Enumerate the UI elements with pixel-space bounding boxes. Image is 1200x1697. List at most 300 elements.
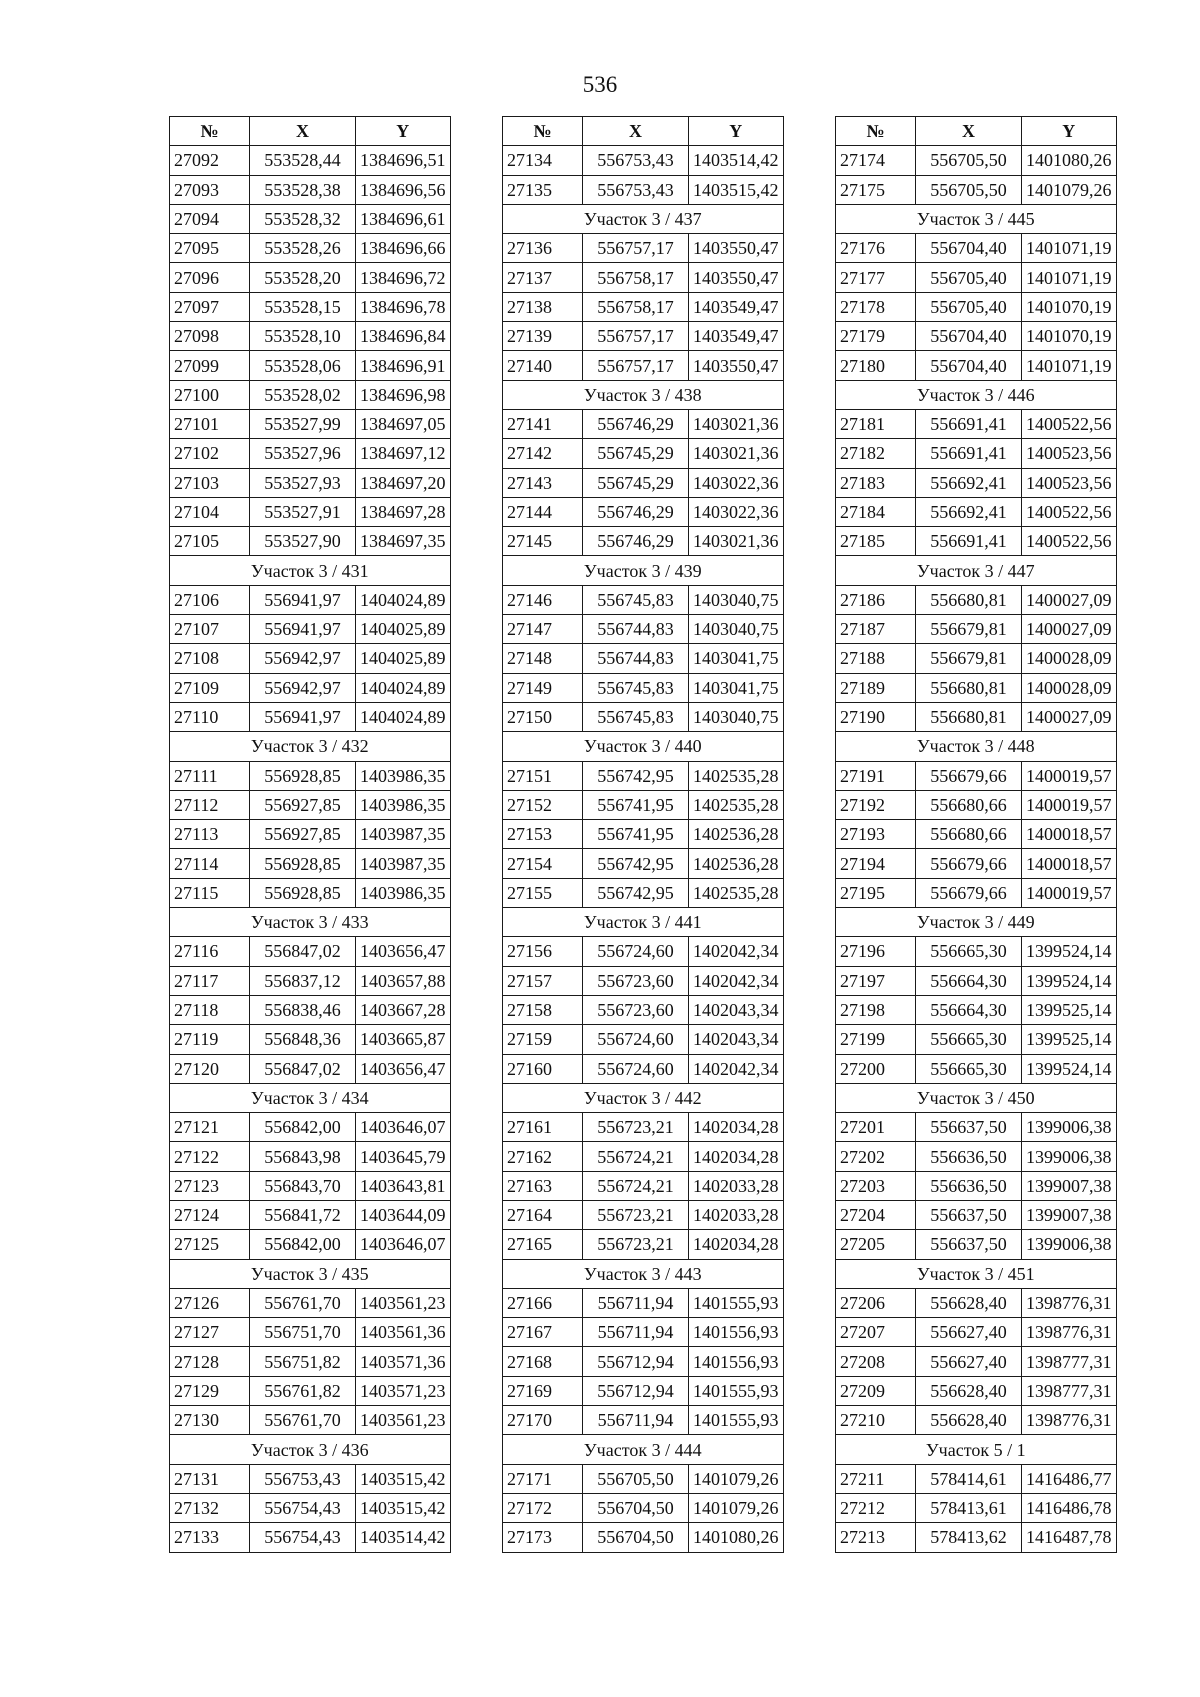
y-coordinate-cell: 1398776,31: [1022, 1318, 1117, 1347]
point-number-cell: 27136: [503, 234, 583, 263]
y-coordinate-cell: 1403987,35: [356, 820, 451, 849]
x-coordinate-cell: 556691,41: [916, 527, 1022, 556]
x-coordinate-cell: 556745,83: [583, 702, 689, 731]
x-coordinate-cell: 556741,95: [583, 790, 689, 819]
y-coordinate-cell: 1416486,77: [1022, 1464, 1117, 1493]
table-row: [836, 322, 1117, 351]
point-number-cell: 27144: [503, 497, 583, 526]
y-coordinate-cell: 1384696,56: [356, 175, 451, 204]
point-number-cell: 27200: [836, 1054, 916, 1083]
y-coordinate-cell: 1400027,09: [1022, 615, 1117, 644]
point-number-cell: 27127: [170, 1318, 250, 1347]
point-number-cell: 27151: [503, 761, 583, 790]
x-coordinate-cell: 556761,82: [250, 1376, 356, 1405]
y-coordinate-cell: 1398777,31: [1022, 1347, 1117, 1376]
x-coordinate-cell: 556751,70: [250, 1318, 356, 1347]
y-coordinate-cell: 1399006,38: [1022, 1230, 1117, 1259]
x-coordinate-cell: 556691,41: [916, 409, 1022, 438]
y-coordinate-cell: 1403561,36: [356, 1318, 451, 1347]
table-row: [836, 1200, 1117, 1229]
table-row: [170, 380, 451, 409]
x-coordinate-cell: 556758,17: [583, 292, 689, 321]
x-coordinate-cell: 556941,97: [250, 615, 356, 644]
section-title: Участок 3 / 440: [503, 732, 784, 761]
y-coordinate-cell: 1403571,36: [356, 1347, 451, 1376]
x-coordinate-cell: 556680,66: [916, 790, 1022, 819]
table-row: [836, 644, 1117, 673]
table-row: [503, 1493, 784, 1522]
y-coordinate-cell: 1403549,47: [689, 322, 784, 351]
table-row: [836, 1376, 1117, 1405]
point-number-cell: 27210: [836, 1406, 916, 1435]
section-header-row: [170, 1435, 451, 1464]
table-row: [170, 1523, 451, 1552]
x-coordinate-cell: 556636,50: [916, 1142, 1022, 1171]
x-coordinate-cell: 556928,85: [250, 761, 356, 790]
x-coordinate-cell: 556723,60: [583, 966, 689, 995]
y-coordinate-cell: 1384696,91: [356, 351, 451, 380]
y-coordinate-cell: 1402535,28: [689, 878, 784, 907]
point-number-cell: 27184: [836, 497, 916, 526]
x-coordinate-cell: 556842,00: [250, 1230, 356, 1259]
x-coordinate-cell: 556742,95: [583, 849, 689, 878]
y-coordinate-cell: 1384696,61: [356, 204, 451, 233]
x-coordinate-cell: 556704,50: [583, 1493, 689, 1522]
table-row: [170, 204, 451, 233]
table-row: [170, 673, 451, 702]
x-coordinate-cell: 556692,41: [916, 497, 1022, 526]
y-coordinate-cell: 1400027,09: [1022, 702, 1117, 731]
table-row: [836, 1230, 1117, 1259]
table-row: [503, 146, 784, 175]
x-coordinate-cell: 553528,32: [250, 204, 356, 233]
y-coordinate-cell: 1399007,38: [1022, 1200, 1117, 1229]
table-row: [836, 1347, 1117, 1376]
table-header-row: [836, 117, 1117, 146]
y-coordinate-cell: 1403571,23: [356, 1376, 451, 1405]
header-number: №: [170, 117, 250, 146]
table-row: [503, 263, 784, 292]
section-title: Участок 3 / 443: [503, 1259, 784, 1288]
section-title: Участок 3 / 439: [503, 556, 784, 585]
section-header-row: [503, 732, 784, 761]
point-number-cell: 27188: [836, 644, 916, 673]
x-coordinate-cell: 553527,93: [250, 468, 356, 497]
x-coordinate-cell: 556679,66: [916, 761, 1022, 790]
x-coordinate-cell: 556692,41: [916, 468, 1022, 497]
point-number-cell: 27141: [503, 409, 583, 438]
x-coordinate-cell: 556941,97: [250, 702, 356, 731]
table-row: [503, 439, 784, 468]
table-row: [836, 146, 1117, 175]
x-coordinate-cell: 556928,85: [250, 878, 356, 907]
section-header-row: [836, 1083, 1117, 1112]
point-number-cell: 27201: [836, 1113, 916, 1142]
point-number-cell: 27117: [170, 966, 250, 995]
y-coordinate-cell: 1403040,75: [689, 702, 784, 731]
point-number-cell: 27129: [170, 1376, 250, 1405]
table-row: [836, 527, 1117, 556]
table-row: [503, 1464, 784, 1493]
x-coordinate-cell: 556848,36: [250, 1025, 356, 1054]
table-row: [836, 673, 1117, 702]
section-header-row: [170, 556, 451, 585]
point-number-cell: 27137: [503, 263, 583, 292]
section-title: Участок 3 / 432: [170, 732, 451, 761]
point-number-cell: 27177: [836, 263, 916, 292]
table-row: [836, 263, 1117, 292]
y-coordinate-cell: 1400019,57: [1022, 761, 1117, 790]
y-coordinate-cell: 1403515,42: [356, 1464, 451, 1493]
y-coordinate-cell: 1401555,93: [689, 1406, 784, 1435]
y-coordinate-cell: 1402042,34: [689, 966, 784, 995]
x-coordinate-cell: 578414,61: [916, 1464, 1022, 1493]
y-coordinate-cell: 1401070,19: [1022, 322, 1117, 351]
y-coordinate-cell: 1400019,57: [1022, 878, 1117, 907]
table-row: [170, 644, 451, 673]
x-coordinate-cell: 556680,81: [916, 702, 1022, 731]
table-row: [836, 702, 1117, 731]
point-number-cell: 27126: [170, 1288, 250, 1317]
point-number-cell: 27168: [503, 1347, 583, 1376]
table-row: [836, 292, 1117, 321]
table-row: [170, 1025, 451, 1054]
section-title: Участок 3 / 449: [836, 908, 1117, 937]
point-number-cell: 27103: [170, 468, 250, 497]
x-coordinate-cell: 556837,12: [250, 966, 356, 995]
point-number-cell: 27186: [836, 585, 916, 614]
point-number-cell: 27212: [836, 1493, 916, 1522]
point-number-cell: 27164: [503, 1200, 583, 1229]
point-number-cell: 27153: [503, 820, 583, 849]
x-coordinate-cell: 556723,21: [583, 1230, 689, 1259]
table-row: [503, 1376, 784, 1405]
x-coordinate-cell: 556744,83: [583, 644, 689, 673]
table-row: [836, 1113, 1117, 1142]
x-coordinate-cell: 556704,40: [916, 322, 1022, 351]
y-coordinate-cell: 1403515,42: [356, 1493, 451, 1522]
y-coordinate-cell: 1402535,28: [689, 761, 784, 790]
table-row: [170, 1347, 451, 1376]
section-header-row: [836, 1435, 1117, 1464]
table-row: [503, 1142, 784, 1171]
section-title: Участок 3 / 444: [503, 1435, 784, 1464]
point-number-cell: 27193: [836, 820, 916, 849]
x-coordinate-cell: 556742,95: [583, 878, 689, 907]
y-coordinate-cell: 1401080,26: [1022, 146, 1117, 175]
point-number-cell: 27148: [503, 644, 583, 673]
y-coordinate-cell: 1403646,07: [356, 1113, 451, 1142]
point-number-cell: 27130: [170, 1406, 250, 1435]
table-row: [170, 351, 451, 380]
x-coordinate-cell: 556724,60: [583, 937, 689, 966]
point-number-cell: 27092: [170, 146, 250, 175]
y-coordinate-cell: 1401079,26: [1022, 175, 1117, 204]
point-number-cell: 27115: [170, 878, 250, 907]
table-row: [836, 585, 1117, 614]
point-number-cell: 27155: [503, 878, 583, 907]
y-coordinate-cell: 1403986,35: [356, 761, 451, 790]
table-row: [170, 1376, 451, 1405]
y-coordinate-cell: 1400522,56: [1022, 409, 1117, 438]
x-coordinate-cell: 556754,43: [250, 1523, 356, 1552]
coordinates-table-3: [835, 116, 1117, 1553]
x-coordinate-cell: 556637,50: [916, 1113, 1022, 1142]
table-row: [836, 1288, 1117, 1317]
x-coordinate-cell: 556757,17: [583, 322, 689, 351]
table-row: [503, 849, 784, 878]
x-coordinate-cell: 556711,94: [583, 1318, 689, 1347]
table-row: [503, 175, 784, 204]
section-title: Участок 3 / 441: [503, 908, 784, 937]
table-row: [170, 497, 451, 526]
y-coordinate-cell: 1384696,72: [356, 263, 451, 292]
x-coordinate-cell: 553527,99: [250, 409, 356, 438]
x-coordinate-cell: 556691,41: [916, 439, 1022, 468]
y-coordinate-cell: 1403515,42: [689, 175, 784, 204]
point-number-cell: 27101: [170, 409, 250, 438]
point-number-cell: 27169: [503, 1376, 583, 1405]
section-title: Участок 3 / 447: [836, 556, 1117, 585]
x-coordinate-cell: 556637,50: [916, 1230, 1022, 1259]
point-number-cell: 27167: [503, 1318, 583, 1347]
table-row: [170, 234, 451, 263]
y-coordinate-cell: 1401070,19: [1022, 292, 1117, 321]
y-coordinate-cell: 1384697,12: [356, 439, 451, 468]
coordinates-table-2: [502, 116, 784, 1553]
x-coordinate-cell: 556724,60: [583, 1025, 689, 1054]
x-coordinate-cell: 556664,30: [916, 995, 1022, 1024]
x-coordinate-cell: 556927,85: [250, 820, 356, 849]
x-coordinate-cell: 556746,29: [583, 527, 689, 556]
x-coordinate-cell: 556679,81: [916, 644, 1022, 673]
y-coordinate-cell: 1403022,36: [689, 468, 784, 497]
table-row: [503, 1347, 784, 1376]
x-coordinate-cell: 553528,15: [250, 292, 356, 321]
coordinates-table-1: [169, 116, 451, 1553]
table-row: [836, 234, 1117, 263]
point-number-cell: 27197: [836, 966, 916, 995]
y-coordinate-cell: 1402535,28: [689, 790, 784, 819]
y-coordinate-cell: 1403643,81: [356, 1171, 451, 1200]
y-coordinate-cell: 1398776,31: [1022, 1406, 1117, 1435]
table-row: [170, 1493, 451, 1522]
point-number-cell: 27110: [170, 702, 250, 731]
x-coordinate-cell: 553528,38: [250, 175, 356, 204]
y-coordinate-cell: 1402033,28: [689, 1200, 784, 1229]
x-coordinate-cell: 556842,00: [250, 1113, 356, 1142]
point-number-cell: 27183: [836, 468, 916, 497]
table-row: [836, 1523, 1117, 1552]
y-coordinate-cell: 1399006,38: [1022, 1113, 1117, 1142]
y-coordinate-cell: 1403040,75: [689, 615, 784, 644]
header-x: X: [583, 117, 689, 146]
point-number-cell: 27118: [170, 995, 250, 1024]
table-row: [836, 1025, 1117, 1054]
section-title: Участок 3 / 450: [836, 1083, 1117, 1112]
y-coordinate-cell: 1403656,47: [356, 1054, 451, 1083]
table-row: [170, 790, 451, 819]
x-coordinate-cell: 556680,66: [916, 820, 1022, 849]
table-header-row: [503, 117, 784, 146]
y-coordinate-cell: 1402034,28: [689, 1230, 784, 1259]
y-coordinate-cell: 1399006,38: [1022, 1142, 1117, 1171]
y-coordinate-cell: 1403041,75: [689, 673, 784, 702]
x-coordinate-cell: 556636,50: [916, 1171, 1022, 1200]
y-coordinate-cell: 1401556,93: [689, 1318, 784, 1347]
y-coordinate-cell: 1403986,35: [356, 878, 451, 907]
x-coordinate-cell: 553528,20: [250, 263, 356, 292]
x-coordinate-cell: 556724,60: [583, 1054, 689, 1083]
table-row: [836, 615, 1117, 644]
point-number-cell: 27099: [170, 351, 250, 380]
section-header-row: [170, 732, 451, 761]
point-number-cell: 27181: [836, 409, 916, 438]
point-number-cell: 27120: [170, 1054, 250, 1083]
point-number-cell: 27207: [836, 1318, 916, 1347]
y-coordinate-cell: 1384697,28: [356, 497, 451, 526]
table-row: [836, 1171, 1117, 1200]
section-title: Участок 3 / 438: [503, 380, 784, 409]
point-number-cell: 27159: [503, 1025, 583, 1054]
table-row: [836, 966, 1117, 995]
point-number-cell: 27189: [836, 673, 916, 702]
x-coordinate-cell: 556751,82: [250, 1347, 356, 1376]
x-coordinate-cell: 553527,96: [250, 439, 356, 468]
x-coordinate-cell: 556665,30: [916, 937, 1022, 966]
table-row: [170, 820, 451, 849]
table-row: [170, 1406, 451, 1435]
x-coordinate-cell: 556711,94: [583, 1406, 689, 1435]
table-row: [503, 995, 784, 1024]
section-title: Участок 3 / 434: [170, 1083, 451, 1112]
y-coordinate-cell: 1403561,23: [356, 1288, 451, 1317]
x-coordinate-cell: 553527,91: [250, 497, 356, 526]
point-number-cell: 27202: [836, 1142, 916, 1171]
y-coordinate-cell: 1403021,36: [689, 409, 784, 438]
x-coordinate-cell: 553527,90: [250, 527, 356, 556]
x-coordinate-cell: 556724,21: [583, 1142, 689, 1171]
table-row: [836, 878, 1117, 907]
table-row: [170, 1142, 451, 1171]
point-number-cell: 27114: [170, 849, 250, 878]
point-number-cell: 27208: [836, 1347, 916, 1376]
table-row: [170, 1288, 451, 1317]
y-coordinate-cell: 1399007,38: [1022, 1171, 1117, 1200]
y-coordinate-cell: 1400522,56: [1022, 497, 1117, 526]
section-header-row: [170, 1259, 451, 1288]
y-coordinate-cell: 1404024,89: [356, 702, 451, 731]
x-coordinate-cell: 556705,50: [916, 146, 1022, 175]
table-row: [170, 263, 451, 292]
point-number-cell: 27104: [170, 497, 250, 526]
point-number-cell: 27190: [836, 702, 916, 731]
point-number-cell: 27135: [503, 175, 583, 204]
y-coordinate-cell: 1402042,34: [689, 1054, 784, 1083]
x-coordinate-cell: 556704,50: [583, 1523, 689, 1552]
y-coordinate-cell: 1403021,36: [689, 527, 784, 556]
x-coordinate-cell: 556754,43: [250, 1493, 356, 1522]
point-number-cell: 27176: [836, 234, 916, 263]
x-coordinate-cell: 556746,29: [583, 497, 689, 526]
table-row: [170, 849, 451, 878]
point-number-cell: 27146: [503, 585, 583, 614]
x-coordinate-cell: 553528,44: [250, 146, 356, 175]
x-coordinate-cell: 556628,40: [916, 1376, 1022, 1405]
table-row: [170, 995, 451, 1024]
y-coordinate-cell: 1401079,26: [689, 1464, 784, 1493]
point-number-cell: 27191: [836, 761, 916, 790]
table-row: [170, 468, 451, 497]
point-number-cell: 27194: [836, 849, 916, 878]
y-coordinate-cell: 1384697,05: [356, 409, 451, 438]
point-number-cell: 27173: [503, 1523, 583, 1552]
x-coordinate-cell: 553528,06: [250, 351, 356, 380]
point-number-cell: 27095: [170, 234, 250, 263]
y-coordinate-cell: 1401079,26: [689, 1493, 784, 1522]
x-coordinate-cell: 556627,40: [916, 1347, 1022, 1376]
x-coordinate-cell: 556757,17: [583, 351, 689, 380]
y-coordinate-cell: 1404025,89: [356, 644, 451, 673]
x-coordinate-cell: 556761,70: [250, 1288, 356, 1317]
x-coordinate-cell: 556761,70: [250, 1406, 356, 1435]
table-row: [170, 1318, 451, 1347]
point-number-cell: 27178: [836, 292, 916, 321]
point-number-cell: 27204: [836, 1200, 916, 1229]
x-coordinate-cell: 556680,81: [916, 673, 1022, 702]
table-row: [836, 1406, 1117, 1435]
x-coordinate-cell: 556724,21: [583, 1171, 689, 1200]
y-coordinate-cell: 1403987,35: [356, 849, 451, 878]
table-row: [503, 702, 784, 731]
x-coordinate-cell: 556745,29: [583, 439, 689, 468]
y-coordinate-cell: 1400523,56: [1022, 468, 1117, 497]
point-number-cell: 27105: [170, 527, 250, 556]
point-number-cell: 27128: [170, 1347, 250, 1376]
section-title: Участок 3 / 435: [170, 1259, 451, 1288]
table-row: [836, 439, 1117, 468]
y-coordinate-cell: 1399524,14: [1022, 1054, 1117, 1083]
section-title: Участок 3 / 446: [836, 380, 1117, 409]
y-coordinate-cell: 1400018,57: [1022, 849, 1117, 878]
y-coordinate-cell: 1404025,89: [356, 615, 451, 644]
table-row: [503, 292, 784, 321]
y-coordinate-cell: 1403665,87: [356, 1025, 451, 1054]
point-number-cell: 27199: [836, 1025, 916, 1054]
y-coordinate-cell: 1403656,47: [356, 937, 451, 966]
y-coordinate-cell: 1403986,35: [356, 790, 451, 819]
point-number-cell: 27180: [836, 351, 916, 380]
point-number-cell: 27165: [503, 1230, 583, 1259]
table-row: [503, 351, 784, 380]
y-coordinate-cell: 1398776,31: [1022, 1288, 1117, 1317]
x-coordinate-cell: 556941,97: [250, 585, 356, 614]
y-coordinate-cell: 1399524,14: [1022, 937, 1117, 966]
table-row: [836, 1318, 1117, 1347]
table-row: [170, 615, 451, 644]
y-coordinate-cell: 1399525,14: [1022, 1025, 1117, 1054]
table-row: [503, 1523, 784, 1552]
x-coordinate-cell: 556942,97: [250, 673, 356, 702]
point-number-cell: 27138: [503, 292, 583, 321]
table-row: [836, 849, 1117, 878]
section-title: Участок 3 / 448: [836, 732, 1117, 761]
table-row: [503, 644, 784, 673]
x-coordinate-cell: 556705,40: [916, 292, 1022, 321]
point-number-cell: 27145: [503, 527, 583, 556]
table-row: [503, 234, 784, 263]
y-coordinate-cell: 1401555,93: [689, 1288, 784, 1317]
